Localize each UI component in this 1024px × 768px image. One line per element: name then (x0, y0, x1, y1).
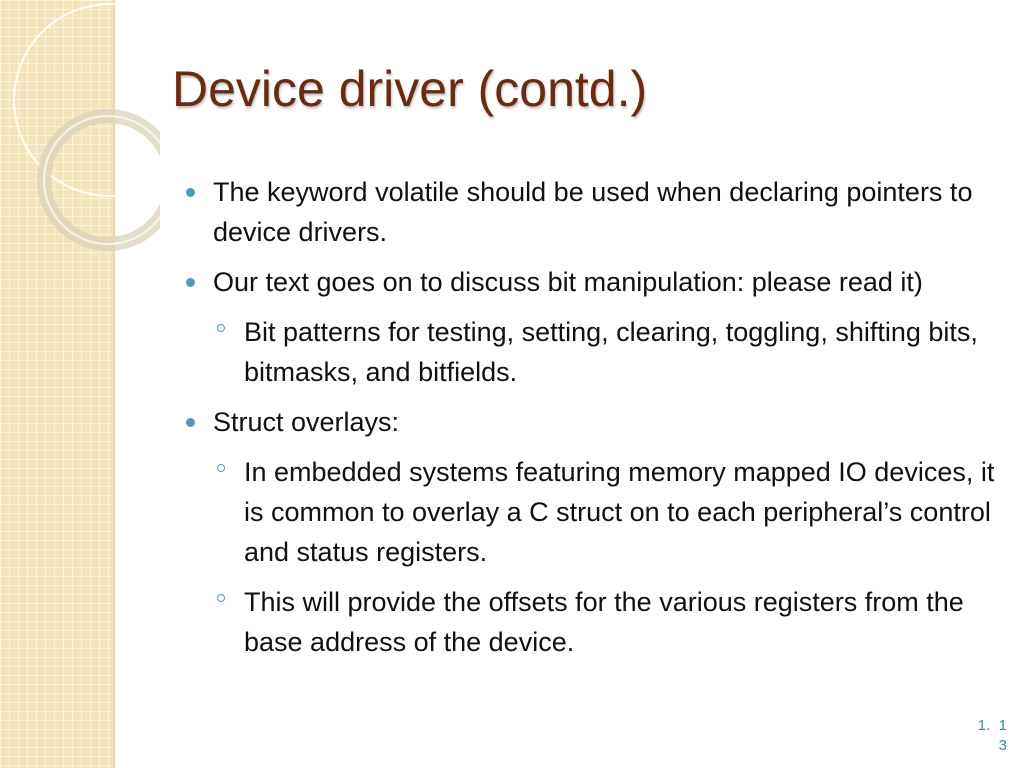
bullet-text: Our text goes on to discuss bit manipulation: please read it) (213, 267, 923, 297)
bullet-text: Struct overlays: (213, 407, 400, 437)
bullet-dot-icon (186, 418, 195, 427)
bullet-list (183, 172, 1003, 672)
sub-bullet-item (183, 312, 1003, 392)
sub-bullet-text: Bit patterns for testing, setting, clearing, toggling, shifting bits, bitmasks, and bitfields. (244, 317, 978, 387)
bullet-item (183, 172, 1003, 252)
slide-number-digit: 1 (998, 717, 1007, 734)
large-ring (14, 4, 160, 196)
sub-bullet-text: In embedded systems featuring memory mapped IO devices, it is common to overlay a C struct on to each peripheral’s control and status registers. (244, 457, 995, 567)
bullet-text: The keyword volatile should be used when declaring pointers to device drivers. (213, 177, 973, 247)
sub-bullet-text: This will provide the offsets for the various registers from the base address of the device. (244, 587, 964, 657)
slide-number-line2: 3 (998, 737, 1007, 754)
slide-title: Device driver (contd.) (172, 61, 648, 117)
sub-bullet-item (183, 452, 1003, 572)
bullet-ring-icon (217, 324, 225, 332)
bullet-dot-icon (186, 188, 195, 197)
bullet-item (183, 262, 1003, 302)
thick-ring-highlight (44, 116, 160, 244)
slide-number (978, 716, 1007, 756)
decorative-rings (0, 0, 160, 260)
bullet-dot-icon (186, 278, 195, 287)
bullet-ring-icon (217, 464, 225, 472)
sub-bullet-item (183, 582, 1003, 662)
slide-number-line1 (978, 716, 1007, 736)
slide-number-prefix: 1. (977, 717, 991, 734)
bullet-item (183, 402, 1003, 442)
bullet-ring-icon (217, 594, 225, 602)
